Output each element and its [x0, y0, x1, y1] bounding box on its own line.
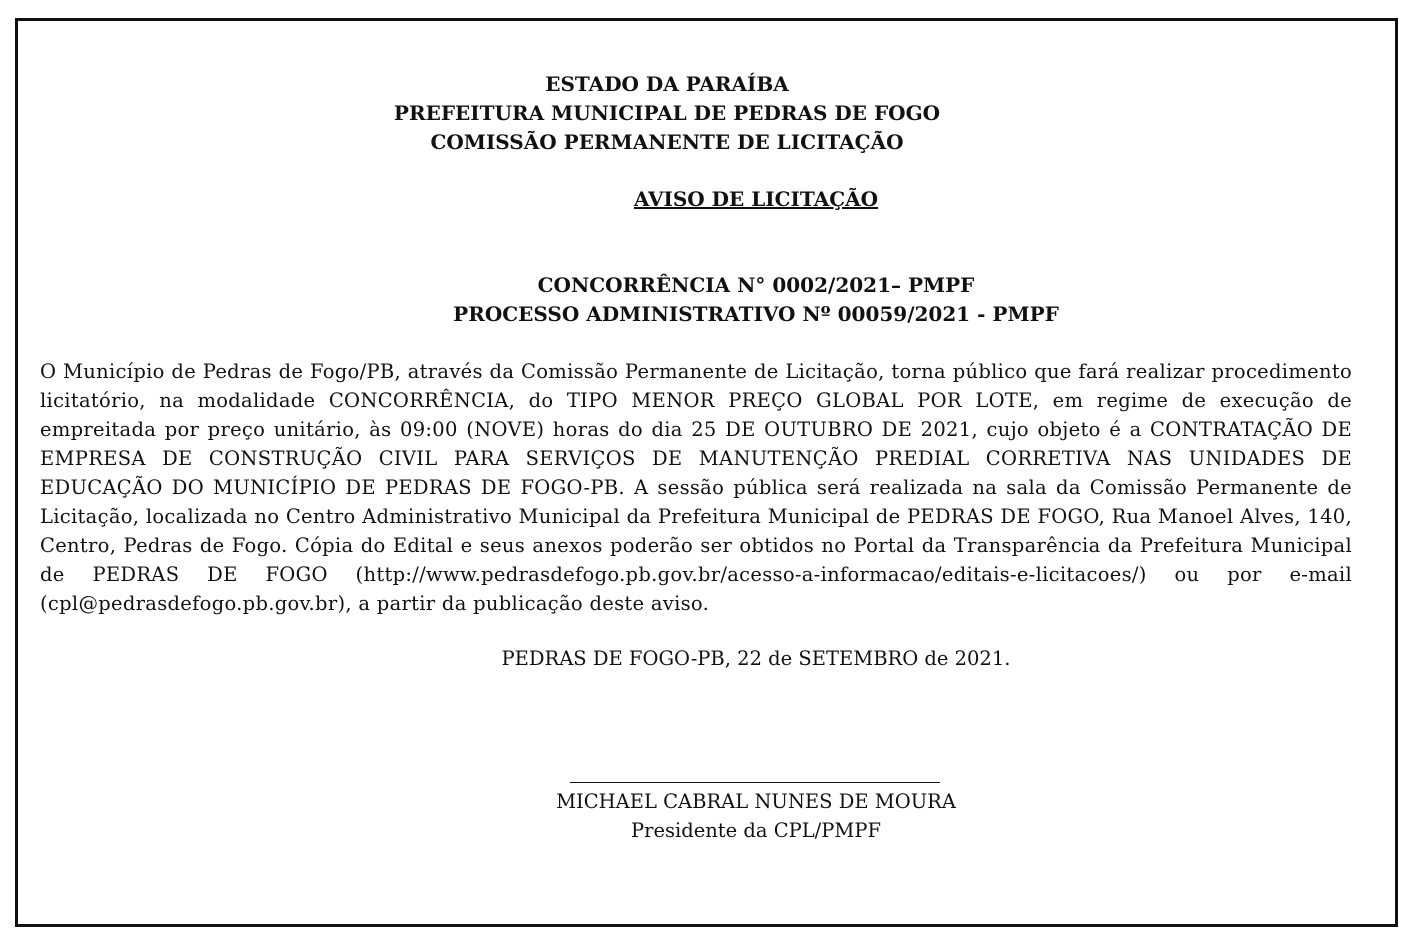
notice-body: O Município de Pedras de Fogo/PB, através da Comissão Permanente de Licitação, torna público que fará realizar procedimento licitatório, na modalidade CONCORRÊNCIA, do TIPO MENOR PREÇO GLOBAL POR LOTE, em regime de execução de empreitada por preço unitário, às 09:00 (NOVE) horas do dia 25 DE OUTUBRO DE 2021, cujo objeto é a CONTRATAÇÃO DE EMPRESA DE CONSTRUÇÃO CIVIL PARA SERVIÇOS DE MANUTENÇÃO PREDIAL CORRETIVA NAS UNIDADES DE EDUCAÇÃO DO MUNICÍPIO DE PEDRAS DE FOGO-PB. A sessão pública será realizada na sala da Comissão Permanente de Licitação, localizada no Centro Administrativo Municipal da Prefeitura Municipal de PEDRAS DE FOGO, Rua Manoel Alves, 140, Centro, Pedras de Fogo. Cópia do Edital e seus anexos poderão ser obtidos no Portal da Transparência da Prefeitura Municipal de PEDRAS DE FOGO (http://www.pedrasdefogo.pb.gov.br/acesso-a-informacao/editais-e-licitacoes/) ou por e-mail (cpl@pedrasdefogo.pb.gov.br), a partir da publicação deste aviso. [40, 360, 1352, 615]
concorrencia-number: CONCORRÊNCIA N° 0002/2021– PMPF [537, 273, 975, 297]
administrative-process-number: PROCESSO ADMINISTRATIVO Nº 00059/2021 - PMPF [453, 302, 1059, 326]
header-state: ESTADO DA PARAÍBA [545, 72, 789, 96]
process-identifiers [0, 271, 1418, 329]
signer-role: Presidente da CPL/PMPF [631, 819, 881, 842]
header-prefecture: PREFEITURA MUNICIPAL DE PEDRAS DE FOGO [393, 101, 941, 125]
document-header [0, 70, 1334, 157]
place-and-date: PEDRAS DE FOGO-PB, 22 de SETEMBRO de 2021. [501, 647, 1011, 670]
notice-title: AVISO DE LICITAÇÃO [633, 187, 879, 211]
signature-line [570, 782, 940, 783]
signature-block [0, 787, 1418, 845]
header-commission: COMISSÃO PERMANENTE DE LICITAÇÃO [430, 130, 904, 154]
signer-name: MICHAEL CABRAL NUNES DE MOURA [556, 790, 956, 813]
